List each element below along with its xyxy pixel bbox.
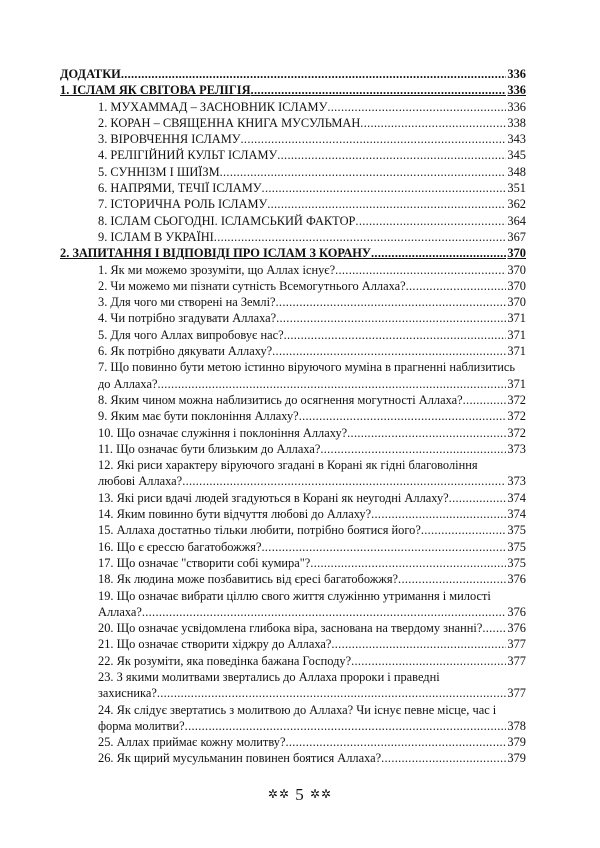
toc-entry-label: 4. Чи потрібно згадувати Аллаха? bbox=[98, 311, 277, 326]
toc-entry-label: 18. Як людина може позбавитись від єресі багатобожжя? bbox=[98, 572, 399, 587]
toc-leader-dots bbox=[157, 376, 506, 392]
section-2-items bbox=[60, 262, 526, 767]
toc-entry[interactable] bbox=[60, 408, 526, 424]
toc-entry-section-2[interactable] bbox=[60, 245, 526, 261]
toc-entry-label: 4. РЕЛІГІЙНИЙ КУЛЬТ ІСЛАМУ bbox=[98, 148, 278, 163]
toc-page-number: 370 bbox=[507, 262, 526, 277]
toc-entry[interactable] bbox=[60, 196, 526, 212]
toc-entry[interactable] bbox=[60, 131, 526, 147]
toc-leader-dots bbox=[482, 620, 506, 636]
toc-page-number: 374 bbox=[507, 507, 526, 522]
toc-entry-label: 7. ІСТОРИЧНА РОЛЬ ІСЛАМУ bbox=[98, 197, 268, 212]
toc-leader-dots bbox=[449, 490, 507, 506]
toc-leader-dots bbox=[335, 262, 506, 278]
toc-entry[interactable] bbox=[60, 653, 526, 669]
toc-page-number: 373 bbox=[507, 474, 526, 489]
toc-entry-label: 5. Для чого Аллах випробовує нас? bbox=[98, 327, 284, 342]
toc-entry[interactable] bbox=[60, 164, 526, 180]
toc-leader-dots bbox=[347, 425, 506, 441]
toc-page-number: 372 bbox=[507, 425, 526, 440]
toc-entry[interactable] bbox=[60, 588, 526, 621]
toc-entry-label: 14. Яким повинно бути відчуття любові до Аллаху? bbox=[98, 507, 372, 522]
toc-page-number: 377 bbox=[507, 653, 526, 668]
toc-leader-dots bbox=[272, 343, 506, 359]
toc-entry-label: 2. Чи можемо ми пізнати сутність Всемогутнього Аллаха? bbox=[98, 278, 406, 293]
toc-page-number: 336 bbox=[507, 83, 526, 98]
toc-leader-dots bbox=[262, 539, 507, 555]
toc-leader-dots bbox=[142, 604, 507, 620]
toc-leader-dots bbox=[310, 555, 506, 571]
page-footer bbox=[0, 785, 600, 805]
toc-entry-label-continued: до Аллаха? bbox=[98, 376, 158, 391]
toc-page-number: 371 bbox=[507, 376, 526, 391]
toc-entry[interactable] bbox=[60, 147, 526, 163]
toc-entry-label: 19. Що означає вибрати ціллю свого життя служінню утримання і милості bbox=[98, 588, 491, 603]
toc-leader-dots bbox=[371, 245, 506, 261]
toc-entry[interactable] bbox=[60, 522, 526, 538]
toc-leader-dots bbox=[398, 571, 506, 587]
toc-entry-label: 25. Аллах приймає кожну молитву? bbox=[98, 735, 286, 750]
toc-entry[interactable] bbox=[60, 441, 526, 457]
toc-page-number: 375 bbox=[507, 555, 526, 570]
toc-page-number: 372 bbox=[507, 409, 526, 424]
toc-leader-dots bbox=[276, 294, 507, 310]
toc-leader-dots bbox=[351, 653, 506, 669]
toc-entry[interactable] bbox=[60, 702, 526, 735]
toc-page-number: 336 bbox=[507, 67, 526, 81]
toc-entry[interactable] bbox=[60, 99, 526, 115]
toc-entry-label: 3. Для чого ми створені на Землі? bbox=[98, 295, 276, 310]
toc-entry[interactable] bbox=[60, 620, 526, 636]
toc-page-number: 371 bbox=[507, 311, 526, 326]
toc-page-number: 377 bbox=[507, 637, 526, 652]
toc-page-number: 372 bbox=[507, 392, 526, 407]
toc-entry-label: 22. Як розуміти, яка поведінка бажана Господу? bbox=[98, 653, 352, 668]
toc-entry[interactable] bbox=[60, 457, 526, 490]
toc-entry[interactable] bbox=[60, 555, 526, 571]
toc-page-number: 376 bbox=[507, 621, 526, 636]
toc-page-number: 379 bbox=[507, 735, 526, 750]
toc-entry[interactable] bbox=[60, 343, 526, 359]
toc-entry-label: 1. Як ми можемо зрозуміти, що Аллах існує? bbox=[98, 262, 336, 277]
toc-page-number: 336 bbox=[507, 99, 526, 114]
toc-entry-label-continued: форма молитви? bbox=[98, 718, 185, 733]
toc-page-number: 379 bbox=[507, 751, 526, 766]
toc-entry-label: 2. ЗАПИТАННЯ І ВІДПОВІДІ ПРО ІСЛАМ З КОРАНУ bbox=[60, 246, 372, 261]
toc-leader-dots bbox=[463, 392, 507, 408]
toc-entry-label: 9. Яким має бути поклоніння Аллаху? bbox=[98, 409, 299, 424]
toc-page-number: 375 bbox=[507, 539, 526, 554]
toc-leader-dots bbox=[185, 718, 507, 734]
toc-entry[interactable] bbox=[60, 571, 526, 587]
toc-page-number: 348 bbox=[507, 164, 526, 179]
toc-entry[interactable] bbox=[60, 213, 526, 229]
toc-leader-dots bbox=[381, 750, 506, 766]
toc-page-number: 343 bbox=[507, 132, 526, 147]
toc-leader-dots bbox=[267, 196, 506, 212]
toc-page-number: 345 bbox=[507, 148, 526, 163]
toc-entry-label: 16. Що є єрессю багатобожжя? bbox=[98, 539, 262, 554]
toc-entry-label: 3. ВІРОВЧЕННЯ ІСЛАМУ bbox=[98, 132, 241, 147]
toc-entry-label: 9. ІСЛАМ В УКРАЇНІ bbox=[98, 229, 214, 244]
toc-entry-label: ДОДАТКИ bbox=[60, 67, 121, 81]
toc-leader-dots bbox=[331, 636, 506, 652]
toc-entry-label: 13. Які риси вдачі людей згадуються в Корані як неугодні Аллаху? bbox=[98, 490, 449, 505]
toc-page-number: 375 bbox=[507, 523, 526, 538]
toc-leader-dots bbox=[421, 522, 507, 538]
toc-entry[interactable] bbox=[60, 636, 526, 652]
toc-entry-label: 17. Що означає "створити собі кумира"? bbox=[98, 555, 311, 570]
toc-leader-dots bbox=[406, 278, 507, 294]
toc-entry[interactable] bbox=[60, 392, 526, 408]
toc-entry-appendix[interactable] bbox=[60, 66, 526, 82]
toc-leader-dots bbox=[262, 180, 507, 196]
toc-entry[interactable] bbox=[60, 262, 526, 278]
toc-entry-label: 11. Що означає бути близьким до Аллаха? bbox=[98, 441, 321, 456]
toc-entry-label: 6. Як потрібно дякувати Аллаху? bbox=[98, 344, 273, 359]
toc-leader-dots bbox=[371, 506, 506, 522]
toc-entry-label: 1. МУХАММАД – ЗАСНОВНИК ІСЛАМУ bbox=[98, 99, 328, 114]
toc-leader-dots bbox=[157, 685, 507, 701]
toc-leader-dots bbox=[276, 310, 506, 326]
toc-entry-label: 21. Що означає створити хіджру до Аллаха? bbox=[98, 637, 332, 652]
toc-entry-label: 26. Як щирий мусульманин повинен боятися Аллаха? bbox=[98, 751, 382, 766]
toc-entry[interactable] bbox=[60, 425, 526, 441]
toc-page-number: 373 bbox=[507, 441, 526, 456]
toc-page-number: 376 bbox=[507, 572, 526, 587]
toc-entry[interactable] bbox=[60, 506, 526, 522]
toc-leader-dots bbox=[241, 131, 507, 147]
page-number: 5 bbox=[295, 785, 305, 804]
toc-entry[interactable] bbox=[60, 229, 526, 245]
toc-page-number: 338 bbox=[507, 115, 526, 130]
toc-leader-dots bbox=[220, 164, 507, 180]
toc-entry-label: 20. Що означає усвідомлена глибока віра, заснована на твердому знанні? bbox=[98, 621, 483, 636]
toc-entry-label: 7. Що повинно бути метою істинно віруючого муміна в прагненні наблизитись bbox=[98, 360, 516, 375]
toc-entry[interactable] bbox=[60, 750, 526, 766]
toc-page-number: 377 bbox=[507, 686, 526, 701]
toc-entry-label: 2. КОРАН – СВЯЩЕННА КНИГА МУСУЛЬМАН bbox=[98, 115, 361, 130]
toc-page-number: 371 bbox=[507, 344, 526, 359]
toc-leader-dots bbox=[214, 229, 507, 245]
toc-leader-dots bbox=[285, 734, 506, 750]
toc-entry[interactable] bbox=[60, 734, 526, 750]
ornament-left-icon: ✲✲ bbox=[267, 787, 290, 801]
toc-page-number: 364 bbox=[507, 213, 526, 228]
toc-entry[interactable] bbox=[60, 359, 526, 392]
toc-entry[interactable] bbox=[60, 278, 526, 294]
toc-entry-section-1[interactable] bbox=[60, 82, 526, 98]
toc-leader-dots bbox=[299, 408, 507, 424]
toc-entry-label-continued: захисника? bbox=[98, 686, 157, 701]
toc-page-number: 370 bbox=[507, 246, 526, 261]
toc-leader-dots bbox=[320, 441, 506, 457]
toc-page-number: 374 bbox=[507, 490, 526, 505]
toc-entry-label: 5. СУННІЗМ І ШИЇЗМ bbox=[98, 164, 220, 179]
toc-entry-label: 23. З якими молитвами звертались до Аллаха пророки і праведні bbox=[98, 669, 440, 684]
toc-entry-label: 8. ІСЛАМ СЬОГОДНІ. ІСЛАМСЬКИЙ ФАКТОР bbox=[98, 213, 356, 228]
toc-entry-label: 8. Яким чином можна наблизитись до осягнення могутності Аллаха? bbox=[98, 392, 463, 407]
toc-leader-dots bbox=[327, 99, 506, 115]
toc-entry[interactable] bbox=[60, 294, 526, 310]
toc-page-number: 378 bbox=[507, 718, 526, 733]
toc-entry[interactable] bbox=[60, 539, 526, 555]
toc-entry-label: 24. Як слідує звертатись з молитвою до Аллаха? Чи існує певне місце, час і bbox=[98, 702, 497, 717]
section-1-items bbox=[60, 99, 526, 246]
toc-entry[interactable] bbox=[60, 669, 526, 702]
toc-page-number: 367 bbox=[507, 229, 526, 244]
toc-entry[interactable] bbox=[60, 490, 526, 506]
toc-page-number: 370 bbox=[507, 295, 526, 310]
toc-page-number: 376 bbox=[507, 604, 526, 619]
toc-page-number: 362 bbox=[507, 197, 526, 212]
toc-leader-dots bbox=[121, 66, 507, 82]
toc-leader-dots bbox=[284, 327, 507, 343]
toc-leader-dots bbox=[355, 213, 506, 229]
toc-entry-label-continued: любові Аллаха? bbox=[98, 474, 183, 489]
toc-leader-dots bbox=[360, 115, 506, 131]
toc-entry[interactable] bbox=[60, 180, 526, 196]
toc-entry-label: 15. Аллаха достатньо тільки любити, потрібно боятися його? bbox=[98, 523, 421, 538]
toc-entry[interactable] bbox=[60, 310, 526, 326]
ornament-right-icon: ✲✲ bbox=[310, 787, 333, 801]
toc-entry-label: 1. ІСЛАМ ЯК СВІТОВА РЕЛІГІЯ bbox=[60, 83, 251, 98]
toc-entry-label-continued: Аллаха? bbox=[98, 604, 142, 619]
table-of-contents bbox=[60, 66, 526, 767]
toc-entry[interactable] bbox=[60, 115, 526, 131]
toc-leader-dots bbox=[251, 82, 507, 98]
toc-page-number: 370 bbox=[507, 278, 526, 293]
toc-leader-dots bbox=[182, 473, 506, 489]
toc-entry-label: 10. Що означає служіння і поклоніння Аллаху? bbox=[98, 425, 348, 440]
toc-leader-dots bbox=[277, 147, 506, 163]
toc-entry[interactable] bbox=[60, 327, 526, 343]
toc-entry-label: 12. Які риси характеру віруючого згадані в Корані як гідні благовоління bbox=[98, 458, 478, 473]
toc-page-number: 371 bbox=[507, 327, 526, 342]
toc-page-number: 351 bbox=[507, 181, 526, 196]
toc-entry-label: 6. НАПРЯМИ, ТЕЧІЇ ІСЛАМУ bbox=[98, 181, 262, 196]
